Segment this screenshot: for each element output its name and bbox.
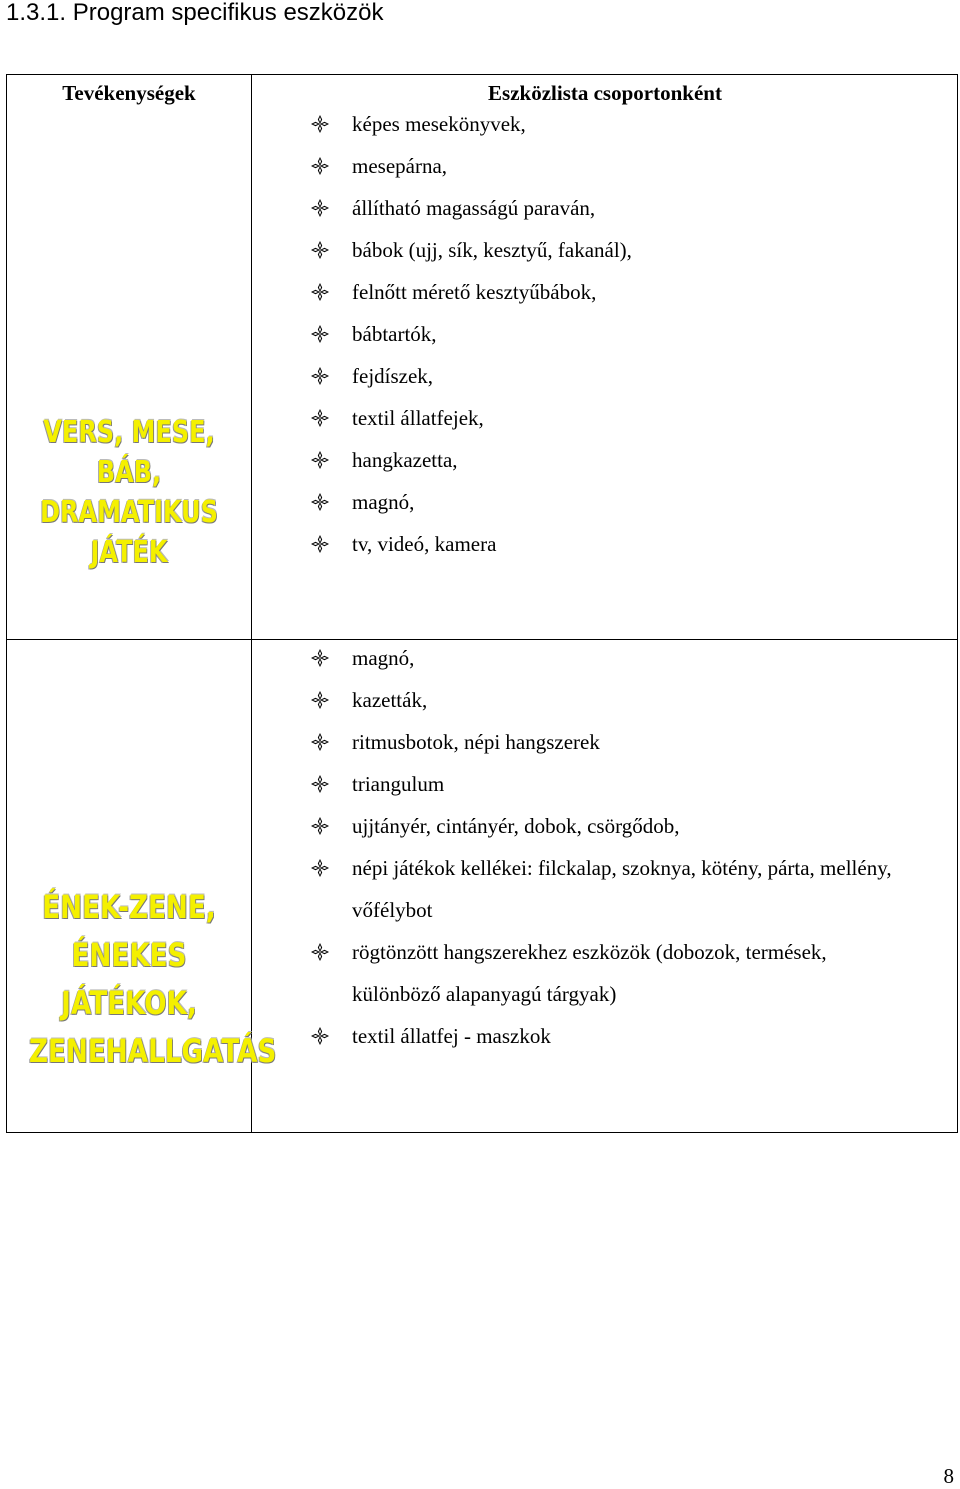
- list-item: [310, 523, 632, 565]
- list-item: [310, 763, 910, 805]
- list-item: [310, 103, 632, 145]
- list-item-text: mesepárna,: [352, 154, 448, 178]
- list-item-text: hangkazetta,: [352, 448, 458, 472]
- diamond-bullet-icon: [310, 355, 330, 397]
- list-item: [310, 397, 632, 439]
- list-item-text: textil állatfejek,: [352, 406, 484, 430]
- list-item-text: rögtönzött hangszerekhez eszközök (dobozok, termések, különböző alapanyagú tárgyak): [352, 940, 827, 1006]
- page-number: 8: [943, 1464, 954, 1488]
- list-item-text: magnó,: [352, 490, 415, 514]
- list-item: [310, 931, 910, 1015]
- list-item: [310, 355, 632, 397]
- diamond-bullet-icon: [310, 847, 330, 889]
- diamond-bullet-icon: [310, 637, 330, 679]
- list-item: [310, 805, 910, 847]
- list-item-text: állítható magasságú paraván,: [352, 196, 596, 220]
- diamond-bullet-icon: [310, 229, 330, 271]
- list-item: [310, 721, 910, 763]
- diamond-bullet-icon: [310, 439, 330, 481]
- header-activities: Tevékenységek: [62, 81, 196, 105]
- list-item: [310, 271, 632, 313]
- activity-text: VERS, MESE, BÁB, DRAMATIKUS JÁTÉK: [40, 415, 218, 570]
- header-equipment-list: Eszközlista csoportonként: [488, 81, 722, 105]
- list-item-text: ujjtányér, cintányér, dobok, csörgődob,: [352, 814, 680, 838]
- list-item-text: fejdíszek,: [352, 364, 434, 388]
- list-item-text: ritmusbotok, népi hangszerek: [352, 730, 600, 754]
- diamond-bullet-icon: [310, 721, 330, 763]
- list-item: [310, 145, 632, 187]
- diamond-bullet-icon: [310, 805, 330, 847]
- list-item: [310, 187, 632, 229]
- activity-label-vers-mese: [31, 413, 226, 573]
- list-item-text: bábok (ujj, sík, kesztyű, fakanál),: [352, 238, 632, 262]
- list-item-text: kazetták,: [352, 688, 428, 712]
- diamond-bullet-icon: [310, 763, 330, 805]
- diamond-bullet-icon: [310, 931, 330, 973]
- equipment-list-vers-mese: [310, 103, 632, 565]
- column-divider: [251, 75, 252, 1132]
- equipment-list-enek-zene: [310, 637, 910, 1057]
- list-item-text: magnó,: [352, 646, 415, 670]
- list-item: [310, 847, 910, 931]
- activity-text: ÉNEK-ZENE, ÉNEKES JÁTÉKOK, ZENEHALLGATÁS: [28, 888, 277, 1070]
- activity-label-enek-zene: [28, 883, 277, 1075]
- list-item-text: triangulum: [352, 772, 445, 796]
- list-item: [310, 439, 632, 481]
- list-item: [310, 1015, 910, 1057]
- list-item-text: tv, videó, kamera: [352, 532, 497, 556]
- section-title: 1.3.1. Program specifikus eszközök: [6, 0, 384, 26]
- list-item: [310, 481, 632, 523]
- list-item: [310, 313, 632, 355]
- list-item: [310, 637, 910, 679]
- diamond-bullet-icon: [310, 103, 330, 145]
- diamond-bullet-icon: [310, 523, 330, 565]
- list-item-text: felnőtt mérető kesztyűbábok,: [352, 280, 597, 304]
- diamond-bullet-icon: [310, 313, 330, 355]
- list-item-text: népi játékok kellékei: filckalap, szoknya, kötény, párta, mellény, vőfélybot: [352, 856, 892, 922]
- diamond-bullet-icon: [310, 187, 330, 229]
- diamond-bullet-icon: [310, 145, 330, 187]
- diamond-bullet-icon: [310, 481, 330, 523]
- list-item-text: textil állatfej - maszkok: [352, 1024, 551, 1048]
- list-item-text: bábtartók,: [352, 322, 437, 346]
- diamond-bullet-icon: [310, 271, 330, 313]
- list-item: [310, 679, 910, 721]
- diamond-bullet-icon: [310, 679, 330, 721]
- list-item-text: képes mesekönyvek,: [352, 112, 526, 136]
- list-item: [310, 229, 632, 271]
- diamond-bullet-icon: [310, 397, 330, 439]
- diamond-bullet-icon: [310, 1015, 330, 1057]
